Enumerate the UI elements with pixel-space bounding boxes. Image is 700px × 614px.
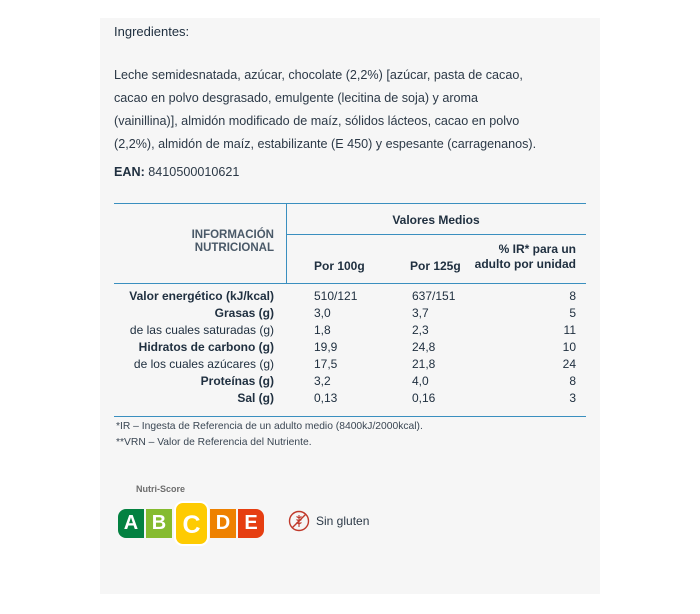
header-line: NUTRICIONAL [194, 242, 274, 254]
value-125g: 21,8 [412, 357, 436, 371]
value-ir: 8 [569, 289, 576, 303]
row-label: Proteínas (g) [200, 374, 274, 388]
table-divider [114, 283, 586, 284]
nutriscore-letter-e: E [238, 509, 264, 538]
nutriscore-badge [118, 506, 266, 542]
value-100g: 0,13 [314, 391, 338, 405]
ingredients-line: cacao en polvo desgrasado, emulgente (lecitina de soja) y aroma [114, 91, 479, 105]
ean-label: EAN: [114, 165, 145, 179]
value-125g: 2,3 [412, 323, 429, 337]
nutrition-info-header [114, 229, 274, 255]
header-line: % IR* para un [498, 242, 576, 256]
value-100g: 510/121 [314, 289, 358, 303]
nutriscore-label: Nutri-Score [136, 484, 186, 494]
table-row [114, 374, 586, 391]
value-ir: 11 [563, 323, 576, 337]
nutriscore-letter-a: A [118, 509, 144, 538]
col-header-125g: Por 125g [410, 259, 461, 273]
value-125g: 0,16 [412, 391, 436, 405]
col-header-100g: Por 100g [314, 259, 365, 273]
value-125g: 4,0 [412, 374, 429, 388]
ingredients-line: Leche semidesnatada, azúcar, chocolate (2,2%) [azúcar, pasta de cacao, [114, 68, 523, 82]
table-row [114, 289, 586, 306]
value-100g: 3,2 [314, 374, 331, 388]
row-label: Sal (g) [237, 391, 274, 405]
ingredients-line: (2,2%), almidón de maíz, estabilizante (E 450) y espesante (carragenanos). [114, 137, 537, 151]
value-125g: 3,7 [412, 306, 429, 320]
nutriscore-letter-c-selected: C [174, 501, 209, 546]
ingredients-title: Ingredientes: [114, 24, 190, 39]
value-ir: 8 [569, 374, 576, 388]
value-125g: 637/151 [412, 289, 456, 303]
valores-medios-header: Valores Medios [392, 213, 480, 227]
header-line: adulto por unidad [474, 257, 576, 271]
value-100g: 1,8 [314, 323, 331, 337]
ingredients-text [114, 64, 584, 156]
nutriscore-letter-d: D [210, 509, 236, 538]
table-row [114, 306, 586, 323]
footnote-vrn: **VRN – Valor de Referencia del Nutriente. [116, 437, 312, 448]
value-ir: 5 [569, 306, 576, 320]
col-header-ir [475, 242, 576, 272]
value-ir: 24 [562, 357, 576, 371]
table-row [114, 340, 586, 357]
ean-line [114, 165, 239, 179]
ean-value: 8410500010621 [148, 165, 240, 179]
header-line: INFORMACIÓN [191, 229, 274, 241]
footnote-ir: *IR – Ingesta de Referencia de un adulto medio (8400kJ/2000kcal). [116, 421, 423, 432]
nutriscore-letter-b: B [146, 509, 172, 538]
value-100g: 3,0 [314, 306, 331, 320]
table-row [114, 357, 586, 374]
value-100g: 19,9 [314, 340, 338, 354]
gluten-free-text: Sin gluten [316, 514, 370, 528]
table-divider [286, 234, 586, 235]
row-label: Grasas (g) [214, 306, 274, 320]
table-row [114, 391, 586, 408]
gluten-free-icon [288, 510, 310, 532]
ingredients-line: (vainillina)], almidón modificado de maíz, sólidos lácteos, cacao en polvo [114, 114, 520, 128]
row-label: de las cuales saturadas (g) [129, 323, 274, 337]
table-row [114, 323, 586, 340]
row-label: Hidratos de carbono (g) [138, 340, 274, 354]
row-label: de los cuales azúcares (g) [133, 357, 274, 371]
value-ir: 3 [569, 391, 576, 405]
nutrition-table [114, 203, 586, 417]
value-125g: 24,8 [412, 340, 436, 354]
value-ir: 10 [562, 340, 576, 354]
value-100g: 17,5 [314, 357, 338, 371]
row-label: Valor energético (kJ/kcal) [129, 289, 274, 303]
